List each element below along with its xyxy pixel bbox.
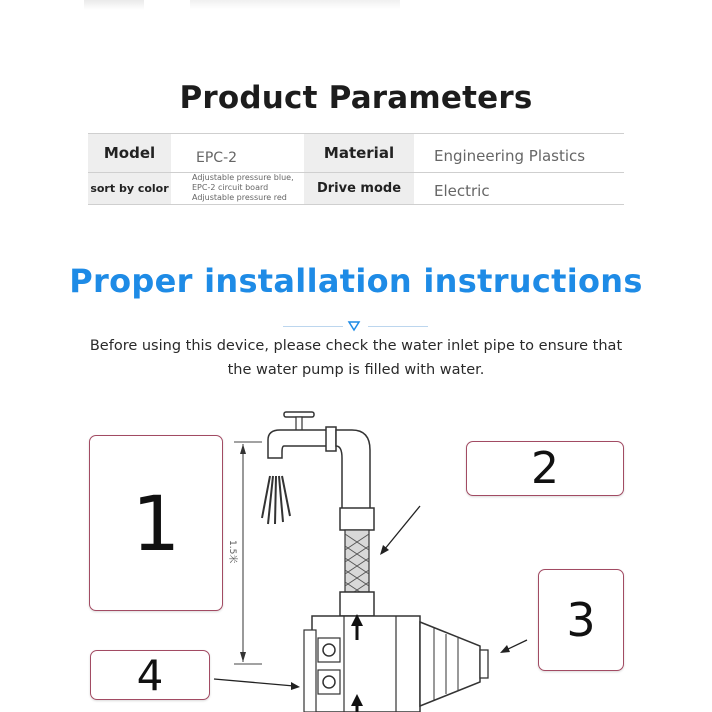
material-label: Material [304,134,414,172]
height-dimension [227,442,262,664]
top-edge-shade [190,0,400,9]
divider-line-right [368,326,428,327]
triangle-down-icon [347,320,361,332]
sort-by-color-label: sort by color [88,173,171,204]
label-box-4: 4 [90,650,210,700]
dimension-label: 1.5米 [227,540,237,564]
model-value: EPC-2 [196,150,238,166]
drive-mode-label: Drive mode [304,173,414,204]
product-parameters-title: Product Parameters [179,80,533,116]
installation-title: Proper installation instructions [69,262,643,300]
parameters-table [88,133,624,205]
faucet-icon [262,412,336,524]
material-value: Engineering Plastics [434,147,586,165]
divider-line-left [283,326,343,327]
table-divider [88,204,624,205]
top-edge-strip [0,0,712,14]
label-box-1: 1 [89,435,223,611]
installation-instruction-text: Before using this device, please check the water inlet pipe to ensure that the water pump is filled with water. [89,338,623,378]
pump-controller [304,614,488,712]
inlet-pipe [336,430,374,616]
label-box-3: 3 [538,569,624,671]
label-box-2: 2 [466,441,624,496]
drive-mode-value: Electric [434,181,490,200]
sort-by-color-value: Adjustable pressure blue, EPC-2 circuit board Adjustable pressure red [192,173,294,202]
model-label: Model [88,134,171,172]
top-edge-shade [84,0,144,10]
